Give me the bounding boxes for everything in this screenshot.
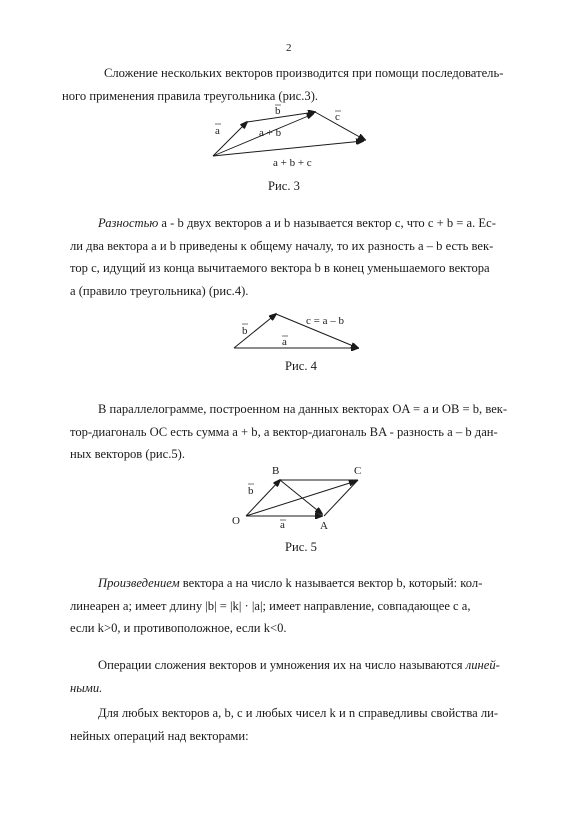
paragraph-line: В параллелограмме, построенном на данных векторах OA = a и OB = b, век-	[98, 402, 508, 416]
paragraph-vector-addition	[62, 62, 538, 107]
label-a: a	[282, 336, 287, 348]
figure-5-diagram	[228, 462, 376, 534]
figure-5-caption: Рис. 5	[285, 540, 317, 554]
diagonal-BA	[280, 480, 322, 514]
figure-3-caption: Рис. 3	[268, 179, 300, 193]
paragraph-line: Для любых векторов a, b, c и любых чисел k и n справедливы свойства ли-	[98, 706, 499, 720]
line-rest: вектора a на число k называется вектор b, который: кол-	[182, 576, 483, 590]
paragraph-line: линеарен a; имеет длину |b| = |k| · |a|; имеет направление, совпадающее с a,	[70, 598, 471, 613]
label-c: c = a – b	[306, 315, 344, 327]
label-a-plus-b: a + b	[259, 127, 282, 139]
paragraph-line: если k>0, и противоположное, если k<0.	[70, 621, 287, 635]
label-b: b	[242, 325, 248, 337]
term-linear-part1: линей-	[465, 658, 500, 672]
figure-4-diagram	[228, 308, 368, 358]
paragraph-line	[98, 572, 538, 595]
label-B: B	[272, 465, 280, 477]
paragraph-line	[70, 677, 538, 700]
paragraph-line	[98, 212, 538, 235]
vector-c	[315, 112, 365, 140]
paragraph-line: ного применения правила треугольника (рис.3).	[62, 88, 319, 103]
page-number: 2	[286, 42, 292, 54]
term-linear-part2: ными.	[70, 680, 103, 695]
label-A: A	[320, 520, 328, 532]
figure-3-diagram	[205, 104, 375, 172]
paragraph-vector-difference	[70, 212, 538, 302]
paragraph-parallelogram	[70, 398, 538, 466]
vector-b	[234, 314, 276, 348]
paragraph-line: тор c, идущий из конца вычитаемого вектора b в конец уменьшаемого вектора	[70, 261, 490, 275]
label-a-plus-b-plus-c: a + b + c	[273, 157, 312, 169]
paragraph-line	[98, 654, 538, 677]
paragraph-scalar-product	[70, 572, 538, 640]
line-start: Операции сложения векторов и умножения их на число называются	[98, 658, 463, 672]
paragraph-line: a (правило треугольника) (рис.4).	[70, 283, 249, 298]
expr-a-minus-b: a - b	[161, 216, 184, 230]
paragraph-line: тор-диагональ OC есть сумма a + b, а вектор-диагональ BA - разность a – b дан-	[70, 424, 498, 439]
term-difference: Разностью	[98, 216, 159, 230]
label-c: c	[335, 111, 340, 123]
vector-a-plus-b-plus-c	[213, 141, 363, 156]
figure-4-caption: Рис. 4	[285, 359, 317, 373]
label-b: b	[275, 105, 281, 117]
label-b: b	[248, 485, 254, 497]
label-a: a	[215, 125, 220, 137]
paragraph-line: ных векторов (рис.5).	[70, 447, 185, 461]
paragraph-linear-operations	[70, 654, 538, 699]
paragraph-line: ли два вектора a и b приведены к общему началу, то их разность a – b есть век-	[70, 238, 494, 253]
paragraph-line: нейных операций над векторами:	[70, 728, 249, 743]
paragraph-line: Сложение нескольких векторов производится при помощи последователь-	[104, 66, 504, 80]
line-rest: двух векторов a и b называется вектор c, что c + b = a. Ес-	[186, 216, 496, 230]
label-O: O	[232, 515, 240, 527]
paragraph-properties	[70, 702, 538, 747]
term-product: Произведением	[98, 576, 180, 590]
label-a: a	[280, 519, 285, 531]
label-C: C	[354, 465, 362, 477]
